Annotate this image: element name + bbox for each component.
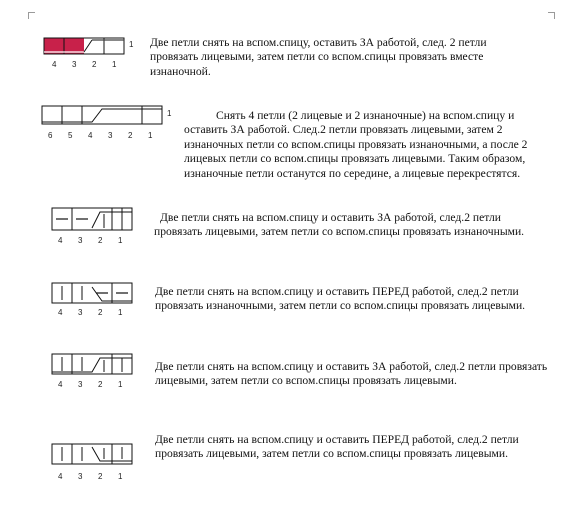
stitch-number: 3 xyxy=(78,380,83,389)
stitch-number: 2 xyxy=(98,472,103,481)
stitch-number: 4 xyxy=(58,472,63,481)
stitch-number: 4 xyxy=(58,380,63,389)
row-number-label: 1 xyxy=(129,40,134,49)
cable-diagram-1 xyxy=(40,34,150,74)
row-number-label: 1 xyxy=(167,109,172,118)
stitch-number: 2 xyxy=(128,131,133,140)
cable-diagram-2 xyxy=(38,102,178,146)
stitch-description: Две петли снять на вспом.спицу и оставить ПЕРЕД работой, след.2 петли провязать лицевыми, затем петли со вспом.спицы провязать лицевыми. xyxy=(155,433,519,461)
cable-diagram-5 xyxy=(48,350,148,394)
stitch-number: 2 xyxy=(98,236,103,245)
cable-diagram-4 xyxy=(48,279,148,323)
stitch-description: Две петли снять на вспом.спицу, оставить ЗА работой, след. 2 петли провязать лицевыми, затем петли со вспом.спицы провязать вместе изнаночной. xyxy=(150,36,487,78)
stitch-number: 2 xyxy=(98,380,103,389)
cable-diagram-3 xyxy=(48,204,148,248)
cable-diagram-6 xyxy=(48,440,148,484)
page-corner-mark xyxy=(548,12,555,19)
stitch-number: 3 xyxy=(108,131,113,140)
stitch-number: 2 xyxy=(92,60,97,69)
stitch-number: 3 xyxy=(78,472,83,481)
stitch-number: 4 xyxy=(58,236,63,245)
stitch-number: 1 xyxy=(118,380,123,389)
stitch-number: 2 xyxy=(98,308,103,317)
stitch-number: 1 xyxy=(118,472,123,481)
stitch-number: 4 xyxy=(52,60,57,69)
stitch-number: 3 xyxy=(72,60,77,69)
stitch-description: Две петли снять на вспом.спицу и оставить ЗА работой, след.2 петли провязать лицевыми, затем петли со вспом.спицы провязать лицевыми. xyxy=(155,360,548,388)
stitch-description: Две петли снять на вспом.спицу и оставить ПЕРЕД работой, след.2 петли провязать изнаночными, затем петли со вспом.спицы провязать лицевыми. xyxy=(155,285,526,313)
stitch-number: 1 xyxy=(118,308,123,317)
stitch-number: 4 xyxy=(58,308,63,317)
stitch-number: 1 xyxy=(148,131,153,140)
stitch-number: 6 xyxy=(48,131,53,140)
stitch-description: Снять 4 петли (2 лицевые и 2 изнаночные) на вспом.спицу и оставить ЗА работой. След.2 петли провязать лицевыми, затем 2 изнаночных петли со вспом.спицы провязать изнаночными, а после 2 лицевых петли со вспом.спицы провязать лицевыми. Таким образом, изнаночные петли останутся по середине, а лицевые перекрестятся. xyxy=(184,109,528,180)
stitch-number: 4 xyxy=(88,131,93,140)
page-corner-mark xyxy=(28,12,35,19)
stitch-description: Две петли снять на вспом.спицу и оставить ЗА работой, след.2 петли провязать лицевыми, затем петли со вспом.спицы провязать изнаночными. xyxy=(154,211,525,239)
stitch-number: 3 xyxy=(78,236,83,245)
stitch-number: 3 xyxy=(78,308,83,317)
stitch-number: 1 xyxy=(112,60,117,69)
stitch-number: 1 xyxy=(118,236,123,245)
stitch-number: 5 xyxy=(68,131,73,140)
